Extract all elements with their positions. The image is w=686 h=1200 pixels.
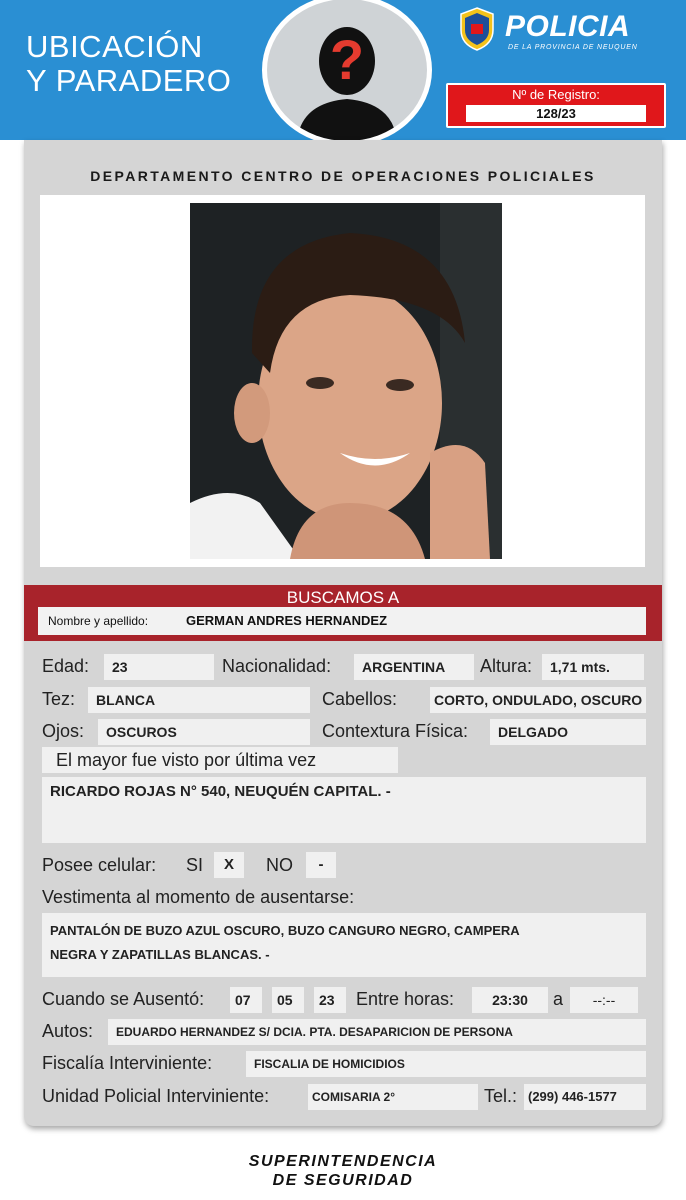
vestimenta-label: Vestimenta al momento de ausentarse:	[42, 887, 355, 907]
entre-horas-label: Entre horas:	[356, 989, 455, 1009]
vestimenta-line-1: PANTALÓN DE BUZO AZUL OSCURO, BUZO CANGURO NEGRO, CAMPERA	[50, 923, 520, 938]
contextura-label: Contextura Física:	[322, 721, 469, 741]
name-box	[38, 607, 646, 635]
tel-label: Tel.:	[484, 1086, 518, 1106]
edad-value: 23	[104, 654, 214, 680]
registro-box	[446, 83, 666, 128]
buscamos-banner	[24, 585, 662, 641]
unidad-value: COMISARIA 2°	[308, 1084, 478, 1110]
nacionalidad-value: ARGENTINA	[354, 654, 474, 680]
unidad-label: Unidad Policial Interviniente:	[42, 1086, 270, 1106]
police-shield-icon	[458, 6, 496, 57]
registro-label: Nº de Registro:	[512, 87, 600, 102]
autos-label: Autos:	[42, 1021, 94, 1041]
ojos-label: Ojos:	[42, 721, 85, 741]
altura-label: Altura:	[480, 656, 533, 676]
footer-line-1: SUPERINTENDENCIA	[248, 1153, 438, 1170]
dia-value: 07	[230, 987, 262, 1013]
mes-value: 05	[272, 987, 304, 1013]
info-card	[24, 140, 662, 1126]
department-title: DEPARTAMENTO CENTRO DE OPERACIONES POLICIALES	[90, 168, 596, 184]
tez-value: BLANCA	[88, 687, 310, 713]
vestimenta-line-2: NEGRA Y ZAPATILLAS BLANCAS. -	[50, 947, 270, 962]
visto-value: RICARDO ROJAS N° 540, NEUQUÉN CAPITAL. -	[42, 777, 646, 843]
page-title	[26, 30, 231, 98]
photo-frame	[40, 195, 645, 567]
cabellos-label: Cabellos:	[322, 689, 398, 709]
title-line-1: UBICACIÓN	[26, 29, 203, 64]
visto-label: El mayor fue visto por última vez	[42, 747, 398, 773]
cabellos-value: CORTO, ONDULADO, OSCURO	[430, 687, 646, 713]
buscamos-title: BUSCAMOS A	[286, 588, 400, 607]
registro-value: 128/23	[466, 105, 646, 122]
hora-hasta-value: --:--	[570, 987, 638, 1013]
edad-label: Edad:	[42, 656, 90, 676]
title-line-2: Y PARADERO	[26, 63, 232, 98]
unknown-person-icon	[262, 0, 432, 146]
footer	[0, 1152, 686, 1190]
a-label: a	[553, 989, 564, 1009]
footer-line-2: DE SEGURIDAD	[272, 1172, 414, 1189]
fiscalia-label: Fiscalía Interviniente:	[42, 1053, 213, 1073]
fiscalia-value: FISCALIA DE HOMICIDIOS	[246, 1051, 646, 1077]
tel-value: (299) 446-1577	[524, 1084, 646, 1110]
contextura-value: DELGADO	[490, 719, 646, 745]
si-label: SI	[186, 855, 204, 875]
svg-text:?: ?	[329, 28, 365, 91]
tez-label: Tez:	[42, 689, 76, 709]
brand-name: POLICIA	[505, 10, 631, 43]
celular-label: Posee celular:	[42, 855, 157, 875]
brand-subtitle: DE LA PROVINCIA DE NEUQUEN	[508, 44, 638, 51]
header	[0, 0, 686, 140]
autos-value: EDUARDO HERNANDEZ S/ DCIA. PTA. DESAPARICION DE PERSONA	[108, 1019, 646, 1045]
name-label: Nombre y apellido:	[48, 614, 149, 628]
name-value: GERMAN ANDRES HERNANDEZ	[186, 613, 388, 628]
ausento-label: Cuando se Ausentó:	[42, 989, 205, 1009]
altura-value: 1,71 mts.	[542, 654, 644, 680]
no-label: NO	[266, 855, 293, 875]
nacionalidad-label: Nacionalidad:	[222, 656, 332, 676]
anio-value: 23	[314, 987, 346, 1013]
ojos-value: OSCUROS	[98, 719, 310, 745]
hora-desde-value: 23:30	[472, 987, 548, 1013]
person-photo	[190, 203, 502, 559]
vestimenta-value	[42, 913, 646, 977]
si-checkbox: X	[214, 852, 244, 878]
no-checkbox: -	[306, 852, 336, 878]
